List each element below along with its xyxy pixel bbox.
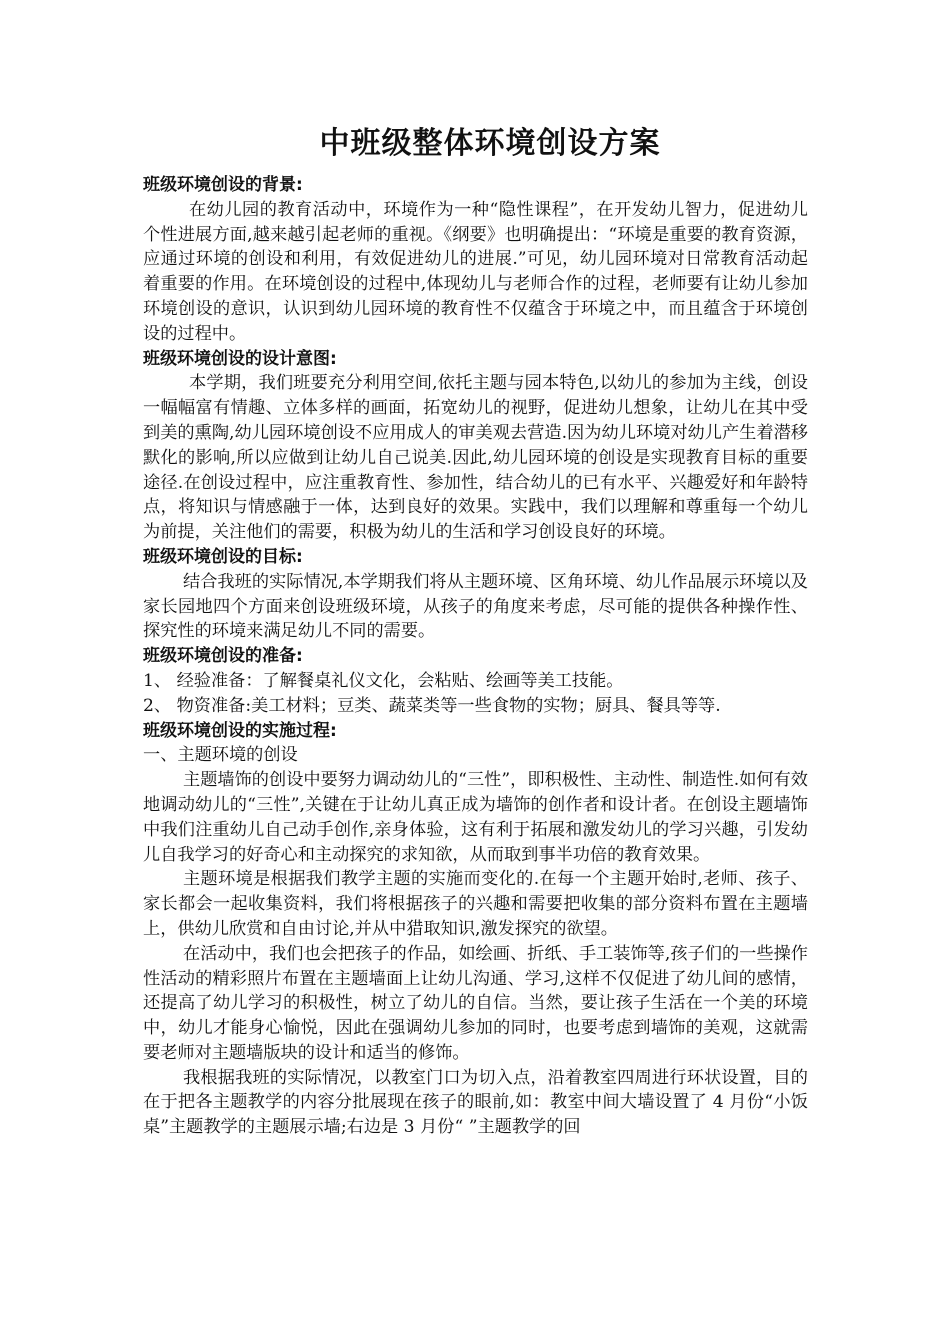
document-title: 中班级整体环境创设方案 [319,126,661,161]
section-heading-prep: 班级环境创设的准备: [143,646,303,667]
paragraph-process-2: 主题环境是根据我们教学主题的实施而变化的.在每一个主题开始时,老师、孩子、家长都会一起收集资料，我们将根据孩子的兴趣和需要把收集的部分资料布置在主题墙上，供幼儿欣赏和自由讨论,并从中猎取知识,激发探究的欲望。 [143,869,808,939]
prep-item-experience: 1、 经验准备：了解餐桌礼仪文化，会粘贴、绘画等美工技能。 [143,670,624,691]
section-heading-intent: 班级环境创设的设计意图: [143,348,337,369]
section-heading-goal: 班级环境创设的目标: [143,546,303,567]
paragraph-goal: 结合我班的实际情况,本学期我们将从主题环境、区角环境、幼儿作品展示环境以及家长园地四个方面来创设班级环境，从孩子的角度来考虑，尽可能的提供各种操作性、探究性的环境来满足幼儿不同的需要。 [143,571,808,642]
document-body [143,173,808,1140]
prep-item-materials: 2、 物资准备:美工材料；豆类、蔬菜类等一些食物的实物；厨具、餐具等等. [143,695,721,716]
paragraph-process-1: 主题墙饰的创设中要努力调动幼儿的“三性”，即积极性、主动性、制造性.如何有效地调动幼儿的“三性”,关键在于让幼儿真正成为墙饰的创作者和设计者。在创设主题墙饰中我们注重幼儿自己动手创作,亲身体验，这有利于拓展和激发幼儿的学习兴趣，引发幼儿自我学习的好奇心和主动探究的求知欲，从而取到事半功倍的教育效果。 [143,770,808,865]
paragraph-process-4: 我根据我班的实际情况，以教室门口为切入点，沿着教室四周进行环状设置，目的在于把各主题教学的内容分批展现在孩子的眼前,如：教室中间大墙设置了 4 月份“小饭桌”主题教学的主题展示墙;右边是 3 月份“ ”主题教学的回 [143,1067,808,1138]
subheading-theme-environment: 一、主题环境的创设 [143,745,298,766]
section-heading-process: 班级环境创设的实施过程: [143,720,337,741]
paragraph-intent: 本学期，我们班要充分利用空间,依托主题与园本特色,以幼儿的参加为主线，创设一幅幅富有情趣、立体多样的画面，拓宽幼儿的视野，促进幼儿想象，让幼儿在其中受到美的熏陶,幼儿园环境创设不应用成人的审美观去营造.因为幼儿环境对幼儿产生着潜移默化的影响,所以应做到让幼儿自己说美.因此,幼儿园环境的创设是实现教育目标的重要途径.在创设过程中，应注重教育性、参加性，结合幼儿的已有水平、兴趣爱好和年龄特点，将知识与情感融于一体，达到良好的效果。实践中，我们以理解和尊重每一个幼儿为前提，关注他们的需要，积极为幼儿的生活和学习创设良好的环境。 [143,373,808,543]
paragraph-process-3: 在活动中，我们也会把孩子的作品，如绘画、折纸、手工装饰等,孩子们的一些操作性活动的精彩照片布置在主题墙面上让幼儿沟通、学习,这样不仅促进了幼儿间的感情，还提高了幼儿学习的积极性，树立了幼儿的自信。当然，要让孩子生活在一个美的环境中，幼儿才能身心愉悦，因此在强调幼儿参加的同时，也要考虑到墙饰的美观，这就需要老师对主题墙版块的设计和适当的修饰。 [143,943,808,1063]
paragraph-background: 在幼儿园的教育活动中，环境作为一种“隐性课程”，在开发幼儿智力，促进幼儿个性进展方面,越来越引起老师的重视。《纲要》也明确提出：“环境是重要的教育资源，应通过环境的创设和利用，有效促进幼儿的进展.”可见，幼儿园环境对日常教育活动起着重要的作用。在环境创设的过程中,体现幼儿与老师合作的过程，老师要有让幼儿参加环境创设的意识，认识到幼儿园环境的教育性不仅蕴含于环境之中，而且蕴含于环境创设的过程中。 [143,199,808,344]
section-heading-background: 班级环境创设的背景: [143,175,303,195]
